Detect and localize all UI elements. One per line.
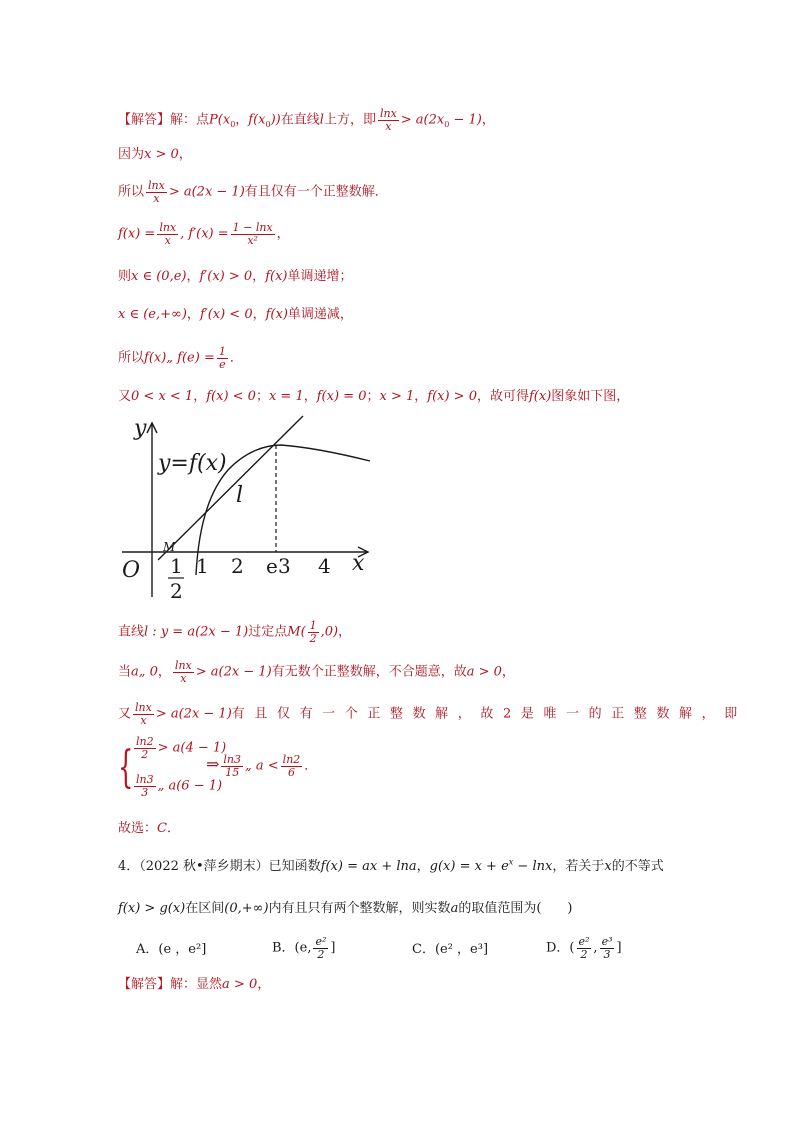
question-4-line-1: 4．（2022 秋•萍乡期末）已知函数f(x) = ax + lna，$g(x) = x + e^x - \ln x$，若关于x的不等式: [118, 857, 664, 874]
frac-num: ln3: [223, 753, 242, 766]
frac-num: ln3: [136, 773, 154, 786]
text: 在直线: [280, 112, 320, 128]
math: > a(4 − 1): [157, 740, 227, 756]
text: ，: [252, 269, 266, 284]
frac-den: 2: [580, 947, 588, 961]
text: 上方，即: [323, 112, 376, 128]
math: > a(2x − 1): [195, 664, 272, 680]
answer-line-13: [118, 822, 180, 835]
text: ；: [366, 389, 380, 404]
frac-num: lnx: [135, 701, 152, 714]
text: ，: [193, 389, 207, 404]
text: 在区间: [185, 901, 225, 916]
text: 内有且只有两个整数解，则实数: [268, 901, 451, 916]
curve-label: y=f(x): [158, 451, 227, 476]
answer-label: 【解答】: [118, 977, 171, 992]
text: ，若关于: [552, 859, 605, 874]
answer-line-7: [118, 346, 243, 370]
frac-num: lnx: [174, 659, 192, 672]
frac-num: lnx: [148, 179, 165, 192]
math: x = 1: [268, 389, 304, 404]
frac-num: ln2: [136, 735, 154, 748]
math: a > 0: [466, 664, 502, 680]
math: x ∈ (0,e): [131, 269, 187, 284]
text: ，: [501, 664, 515, 680]
math: )): [270, 112, 281, 128]
text: ，: [186, 307, 200, 322]
math: , f′(x) =: [180, 226, 229, 242]
text: ，: [235, 112, 249, 128]
frac-den: e: [219, 357, 226, 371]
text: ；: [255, 389, 269, 404]
y-axis-label: y: [134, 416, 147, 441]
math: f(x) = 0: [316, 389, 367, 404]
fraction: [577, 936, 592, 960]
math: x: [604, 859, 612, 874]
text: 所以: [118, 184, 145, 200]
answer-line-10: [118, 660, 515, 684]
text: 则: [118, 269, 132, 284]
text: ，: [416, 859, 430, 874]
math: f(x): [265, 269, 288, 284]
fraction: [378, 108, 399, 132]
text: 又: [118, 389, 132, 404]
question-4-line-2: [118, 902, 572, 915]
math: x ∈ (e,+∞): [118, 307, 187, 322]
text: ，: [157, 664, 171, 680]
math: f(x) > 0: [427, 389, 477, 404]
option-a: [136, 943, 206, 956]
frac-num: e²: [578, 935, 590, 948]
fraction: [221, 754, 243, 778]
fraction: [281, 754, 303, 778]
text: ,: [593, 940, 598, 956]
math: ,0): [320, 624, 339, 640]
x-axis-label: x: [352, 551, 365, 576]
fraction: [313, 936, 328, 960]
tick-1: 1: [196, 554, 209, 578]
fraction: [157, 222, 178, 246]
frac-den: 3: [603, 947, 611, 961]
text: ，: [257, 977, 271, 992]
option-c: [412, 943, 488, 956]
fraction: [600, 936, 615, 960]
text: 当: [118, 664, 132, 680]
frac-den: 15: [225, 765, 240, 779]
math: a > 0: [222, 977, 258, 992]
fraction: [231, 222, 275, 246]
text: 解：显然: [170, 977, 223, 992]
tick-half-num: 1: [170, 554, 183, 578]
text: ，: [481, 112, 495, 128]
text: 直线: [118, 624, 145, 640]
answer-line-3: [118, 180, 388, 204]
fraction: [134, 774, 156, 798]
math: > a(2x: [400, 112, 445, 128]
math: g(x) = x + e: [429, 859, 509, 874]
fraction: [146, 180, 167, 204]
math: 0 < x < 1: [131, 389, 194, 404]
math: − lnx: [513, 859, 553, 874]
option-d-text: D．(: [546, 940, 575, 956]
math: (0,+∞): [224, 901, 269, 916]
math: x > 0: [144, 147, 179, 162]
inequality-system: [118, 736, 418, 808]
math: f(x) = ax + lna: [320, 859, 417, 874]
text: ，: [178, 147, 192, 162]
tick-3: 3: [278, 554, 291, 578]
fraction: [133, 702, 154, 726]
fraction: [217, 346, 228, 370]
frac-den: x: [140, 713, 147, 727]
text: ，: [276, 226, 290, 242]
line-l: [158, 416, 303, 560]
frac-den: 2: [141, 747, 149, 761]
math: „ a(6 − 1): [157, 778, 223, 794]
answer-label: 【解答】: [118, 112, 171, 128]
text: ，: [186, 269, 200, 284]
math: f(x) > g(x): [118, 901, 186, 916]
fraction: [173, 660, 194, 684]
text: 有且仅有一个正整数解．: [244, 184, 388, 200]
frac-den: x: [164, 233, 171, 247]
tick-2: 2: [231, 554, 244, 578]
math: P(x: [209, 112, 231, 128]
function-graph: [118, 415, 380, 605]
text: 所以: [118, 350, 145, 366]
frac-num: 1: [309, 619, 317, 632]
text: 2: [502, 706, 521, 722]
frac-den: 2: [317, 947, 325, 961]
implies-arrow: ⇒: [206, 754, 220, 774]
answer-line-11: [118, 702, 747, 726]
frac-num: lnx: [159, 221, 177, 234]
math: M(: [287, 624, 306, 640]
text: ]: [616, 940, 622, 956]
math: f(x): [529, 389, 552, 404]
math: f(x) < 0: [206, 389, 256, 404]
text: ，: [414, 389, 428, 404]
frac-den: 2: [309, 631, 317, 645]
answer-line-4: [118, 222, 290, 246]
math: a„ 0: [131, 664, 158, 680]
text: ．: [304, 758, 318, 774]
answer-line-1: 【解答】解：点$P(x_0$，$f(x_0)$)在直线l上方，即 $\frac{\ln x}{x}$ > $a(2x_0 - 1)$，: [118, 107, 495, 133]
system-result: [206, 754, 317, 778]
math: f(x)„ f(e) =: [144, 350, 215, 366]
frac-num: e²: [315, 935, 327, 948]
text: 因为: [118, 147, 145, 162]
left-brace: {: [118, 742, 134, 793]
origin-label: O: [122, 558, 141, 583]
math: > a(2x − 1): [168, 184, 245, 200]
math: f′(x) < 0: [199, 307, 253, 322]
answer-line-16: [118, 978, 270, 991]
option-a-text: A．(e ，e²]: [136, 942, 207, 957]
point-m-label: M: [163, 540, 176, 554]
fraction: [134, 736, 156, 760]
option-b-text: B．(e,: [272, 940, 312, 956]
frac-den: x: [385, 119, 392, 133]
text: 图象如下图，: [551, 389, 630, 404]
answer-line-2: [118, 148, 192, 161]
text: ，: [252, 307, 266, 322]
fraction: [308, 620, 319, 644]
text: 是唯一的正整数解，即: [520, 706, 747, 722]
text: 有无数个正整数解，不合题意，故: [271, 664, 467, 680]
text: 又: [118, 706, 132, 722]
frac-den: 3: [141, 785, 149, 799]
option-c-text: C．(e² ，e³]: [412, 942, 489, 957]
frac-num: e³: [601, 935, 613, 948]
text: ．: [166, 821, 180, 836]
frac-num: 1: [218, 345, 226, 358]
math: l : y = a(2x − 1): [144, 624, 249, 640]
math: „ a <: [245, 758, 279, 774]
text: 单调递减，: [287, 307, 353, 322]
math: − 1): [449, 112, 482, 128]
tick-e: e: [266, 554, 278, 578]
option-d: [546, 936, 622, 960]
tick-4: 4: [318, 554, 331, 578]
text: 的不等式: [611, 859, 664, 874]
math: f(x): [265, 307, 288, 322]
text: ]: [330, 940, 336, 956]
math: > a(2x − 1): [155, 706, 232, 722]
answer-line-9: [118, 620, 351, 644]
text: ，: [338, 624, 352, 640]
text: 有且仅有一个正整数解，故: [231, 706, 503, 722]
answer-line-5: [118, 270, 353, 283]
frac-den: x: [180, 671, 187, 685]
math: x > 1: [379, 389, 415, 404]
answer-line-6: [118, 308, 353, 321]
math: l: [319, 112, 324, 128]
math: f(x) =: [118, 226, 156, 242]
frac-num: lnx: [379, 107, 397, 120]
text: 的取值范围为( ): [458, 901, 573, 916]
answer-choice: C: [157, 821, 167, 836]
text: 过定点: [248, 624, 288, 640]
text: ，故可得: [476, 389, 529, 404]
frac-num: 1 − lnx: [232, 221, 273, 234]
answer-line-8: [118, 390, 629, 403]
text: ，: [303, 389, 317, 404]
text: 4．（2022 秋•萍乡期末）已知函数: [118, 859, 321, 874]
line-label: l: [236, 483, 244, 508]
math: a: [450, 901, 459, 916]
math: f(x: [248, 112, 266, 128]
frac-den: 6: [287, 765, 295, 779]
option-b: [272, 936, 335, 960]
text: 解：点: [170, 112, 210, 128]
tick-half-den: 2: [170, 579, 183, 603]
text: ．: [229, 350, 243, 366]
frac-num: ln2: [282, 753, 301, 766]
frac-den: x: [153, 191, 160, 205]
frac-den: x²: [247, 233, 258, 247]
math: f′(x) > 0: [199, 269, 253, 284]
text: 故选：: [118, 821, 158, 836]
text: 单调递增；: [287, 269, 353, 284]
